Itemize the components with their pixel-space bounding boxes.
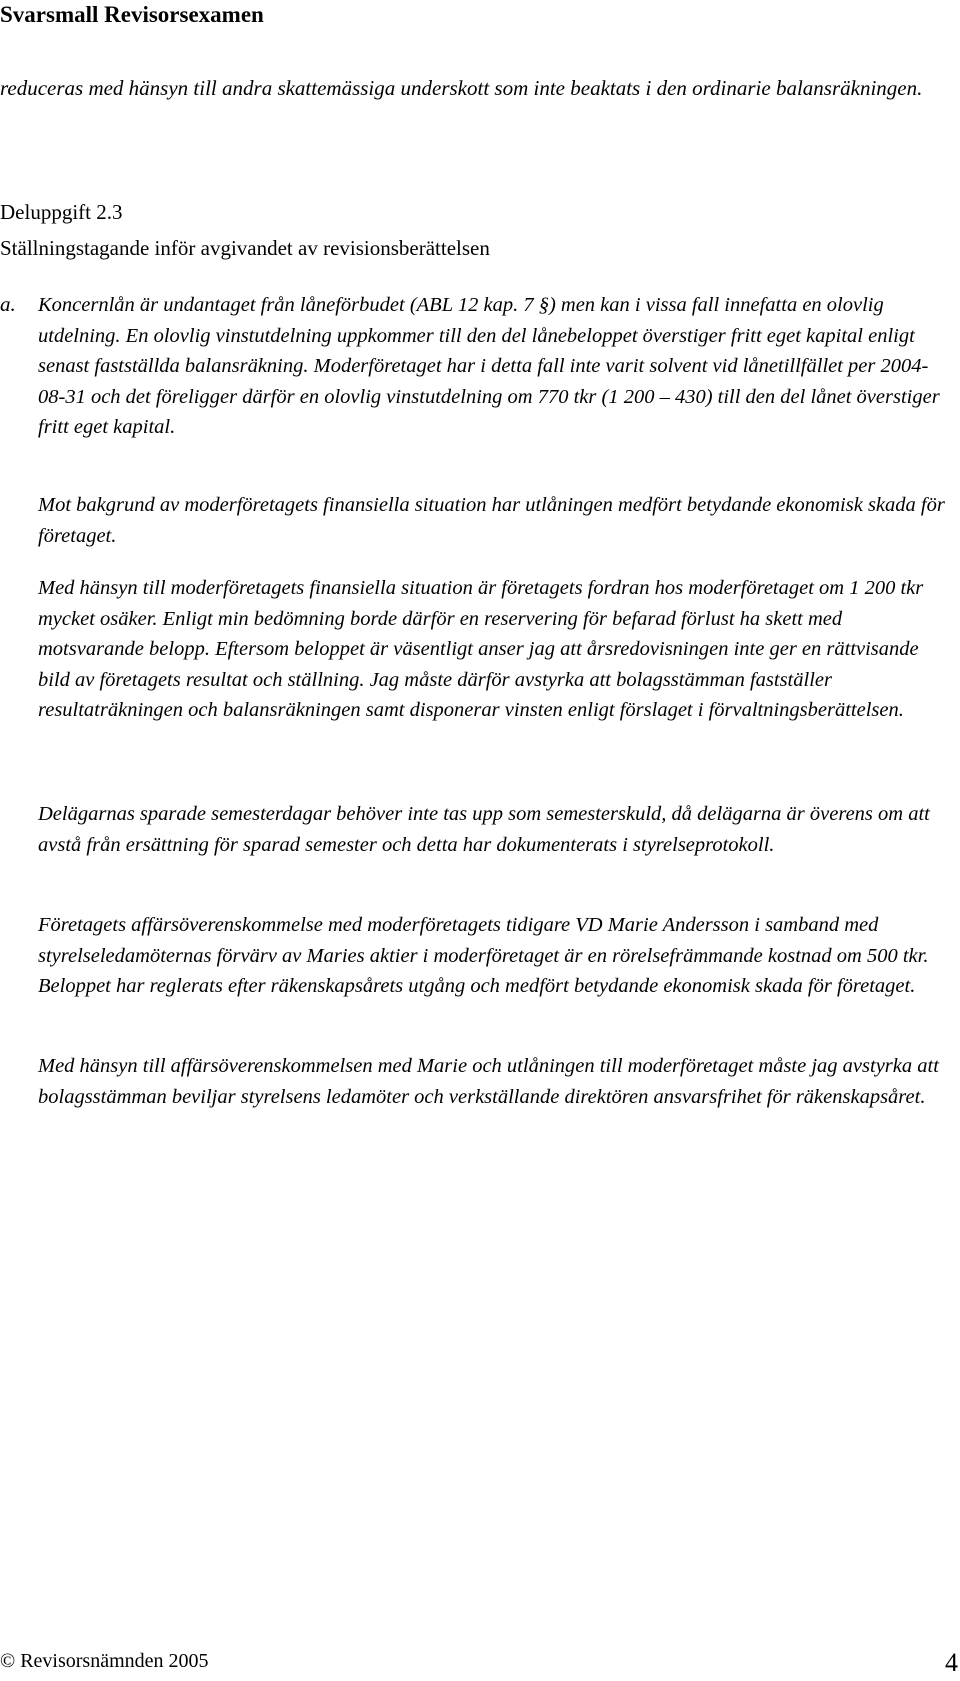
intro-paragraph: reduceras med hänsyn till andra skattemässiga underskott som inte beaktats i den ordinarie balansräkningen. xyxy=(0,76,923,100)
paragraph-semesterskuld: Delägarnas sparade semesterdagar behöver inte tas upp som semesterskuld, då delägarna är överens om att avstå från ersättning för sparad semester och detta har dokumenterats i styrelseprotokoll. xyxy=(38,803,930,856)
paragraph-affarsoverenskommelse: Företagets affärsöverenskommelse med moderföretagets tidigare VD Marie Andersson i samband med styrelseledamöternas förvärv av Maries aktier i moderföretaget är en rörelsefrämmande kostnad om 500 tkr. Beloppet har reglerats efter räkenskapsårets utgång och medfört betydande ekonomisk skada för företaget. xyxy=(38,914,929,997)
paragraph-ansvarsfrihet: Med hänsyn till affärsöverenskommelsen med Marie och utlåningen till moderföretaget måste jag avstyrka att bolagsstämman beviljar styrelsens ledamöter och verkställande direktören ansvarsfrihet för räkenskapsåret. xyxy=(38,1055,939,1108)
footer-copyright: © Revisorsnämnden 2005 xyxy=(0,1650,209,1672)
page-header-title: Svarsmall Revisorsexamen xyxy=(0,2,264,27)
section-title: Ställningstagande inför avgivandet av revisionsberättelsen xyxy=(0,236,490,260)
paragraph-koncernlan: Koncernlån är undantaget från låneförbudet (ABL 12 kap. 7 §) men kan i vissa fall innefatta en olovlig utdelning. En olovlig vinstutdelning uppkommer till den del lånebeloppet överstiger fritt eget kapital enligt senast fastställda balansräkning. Moderföretaget har i detta fall inte varit solvent vid lånetillfället per 2004-08-31 och det föreligger därför en olovlig vinstutdelning om 770 tkr (1 200 – 430) till den del lånet överstiger fritt eget kapital. xyxy=(38,294,940,438)
paragraph-fordran-osaker: Med hänsyn till moderföretagets finansiella situation är företagets fordran hos moderföretaget om 1 200 tkr mycket osäker. Enligt min bedömning borde därför en reservering för befarad förlust ha skett med motsvarande belopp. Eftersom beloppet är väsentligt anser jag att årsredovisningen inte ger en rättvisande bild av företagets resultat och ställning. Jag måste därför avstyrka att bolagsstämman fastställer resultaträkningen och balansräkningen samt disponerar vinsten enligt förslaget i förvaltningsberättelsen. xyxy=(38,577,924,721)
paragraph-skada-utlaning: Mot bakgrund av moderföretagets finansiella situation har utlåningen medfört betydande ekonomisk skada för företaget. xyxy=(38,494,945,547)
item-label: a. xyxy=(0,292,16,316)
footer-page-number: 4 xyxy=(945,1648,958,1677)
section-heading: Deluppgift 2.3 xyxy=(0,200,123,224)
